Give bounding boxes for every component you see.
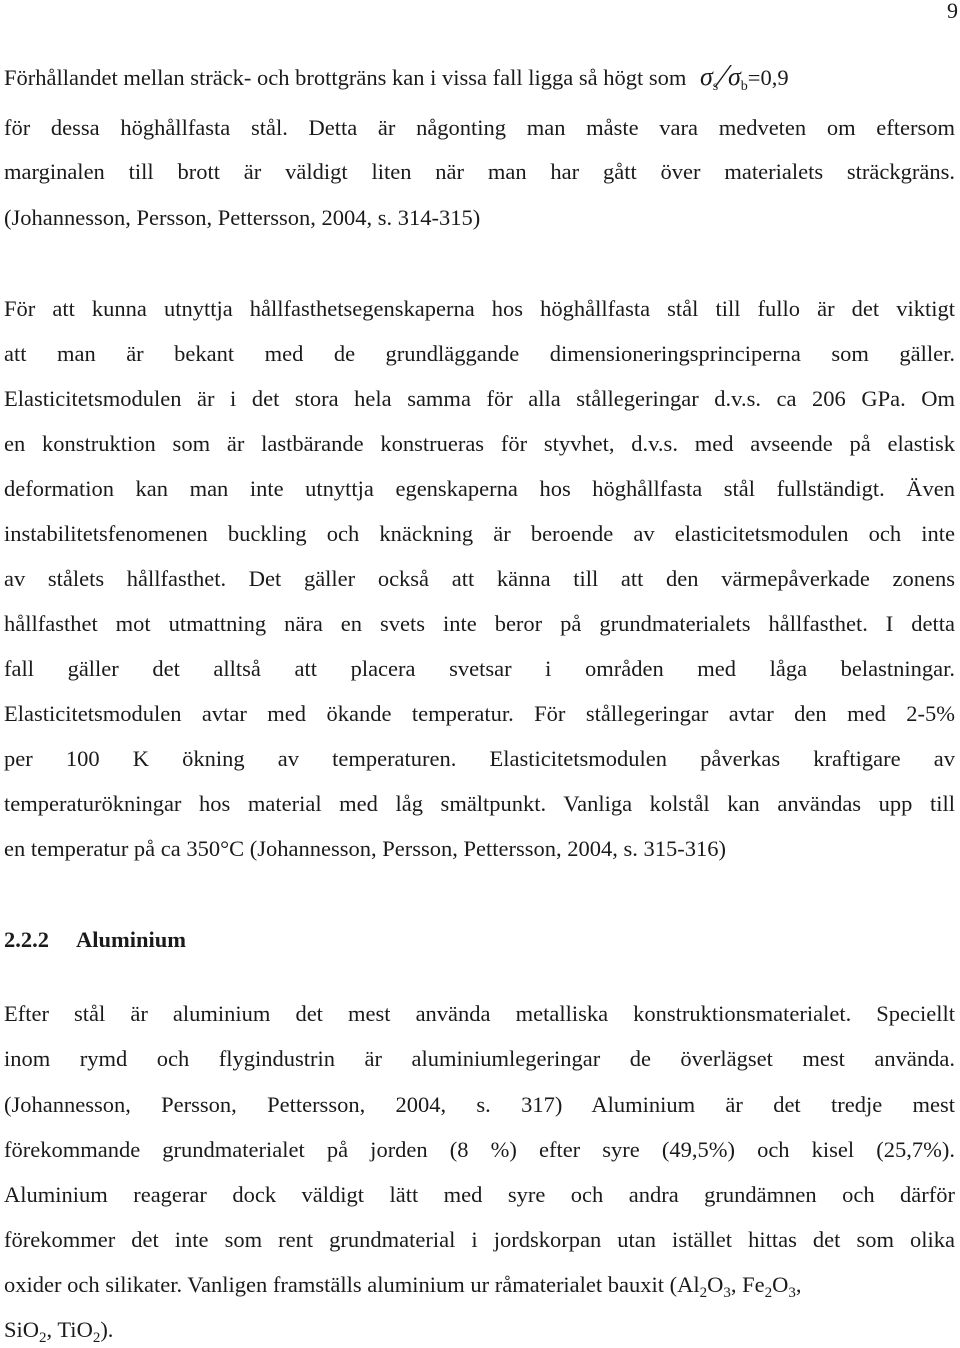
al-subscript: 2 [699,1285,708,1301]
paragraph-3-line-2: inom rymd och flygindustrin är aluminiumlegeringar de överlägset mest använda. [4,1046,955,1071]
paragraph-2-line-5: deformation kan man inte utnyttja egenskaperna hos höghållfasta stål fullständigt. Även [4,476,955,501]
sigma-b: σ [727,62,741,91]
sigma-s: σ [699,62,713,91]
paragraph-2-line-6: instabilitetsfenomenen buckling och knäckning är beroende av elasticitetsmodulen och inte [4,521,955,546]
paragraph-2-line-12: temperaturökningar hos material med låg smältpunkt. Vanliga kolstål kan användas upp till [4,791,955,816]
paragraph-1-line-3: marginalen till brott är väldigt liten när man har gått över materialets sträckgräns. [4,159,955,184]
silicon-dioxide-subscript: 2 [39,1330,47,1346]
section-heading [4,925,186,955]
sigma-s-subscript: s [712,79,719,94]
paragraph-2-line-9: fall gäller det alltså att placera svetsar i områden med låga belastningar. [4,656,955,681]
paragraph-2-line-3: Elasticitetsmodulen är i det stora hela samma för alla stållegeringar d.v.s. ca 206 GPa. Om [4,386,955,411]
paragraph-2-line-13: en temperatur på ca 350°C (Johannesson, Persson, Pettersson, 2004, s. 315-316) [4,836,726,861]
silicon-dioxide: SiO [4,1317,40,1342]
paragraph-2-line-1: För att kunna utnyttja hållfasthetsegenskaperna hos höghållfasta stål till fullo är det viktigt [4,296,955,321]
paragraph-3-line-7-text: oxider och silikater. Vanligen framställs aluminium ur råmaterialet bauxit (Al [4,1272,700,1297]
ratio-value: =0,9 [747,65,789,90]
page-number: 9 [947,0,958,23]
paragraph-1-line-1 [4,60,955,97]
paragraph-1-line-1-text: Förhållandet mellan sträck- och brottgräns kan i vissa fall ligga så högt som [4,65,687,90]
paragraph-3-line-8 [4,1315,955,1348]
paragraph-3-line-6: förekommer det inte som rent grundmaterial i jordskorpan utan istället hittas det som olika [4,1227,955,1252]
iron-symbol: , Fe [730,1272,765,1297]
paragraph-1-line-4: (Johannesson, Persson, Pettersson, 2004, s. 314-315) [4,205,481,230]
paragraph-3-line-7 [4,1270,955,1303]
section-title: Aluminium [76,927,187,952]
paragraph-3-line-5: Aluminium reagerar dock väldigt lätt med syre och andra grundämnen och därför [4,1182,955,1207]
paragraph-2-line-11: per 100 K ökning av temperaturen. Elasticitetsmodulen påverkas kraftigare av [4,746,955,771]
fraction-slash: ⁄ [720,58,726,95]
closing-paren: ). [100,1317,114,1342]
paragraph-3-line-1: Efter stål är aluminium det mest använda metalliska konstruktionsmaterialet. Speciellt [4,1001,955,1026]
oxygen-subscript: 3 [723,1285,731,1301]
paragraph-2-line-10: Elasticitetsmodulen avtar med ökande temperatur. För stållegeringar avtar den med 2-5% [4,701,955,726]
paragraph-2-line-2: att man är bekant med de grundläggande dimensioneringsprinciperna som gäller. [4,341,955,366]
paragraph-3-line-4: förekommande grundmaterialet på jorden (8 %) efter syre (49,5%) och kisel (25,7%). [4,1137,955,1162]
paragraph-3-line-3: (Johannesson, Persson, Pettersson, 2004, s. 317) Aluminium är det tredje mest [4,1092,955,1117]
titanium-dioxide: , TiO [46,1317,93,1342]
section-number: 2.2.2 [4,927,49,952]
stress-ratio-formula [699,58,789,95]
paragraph-2-line-7: av stålets hållfasthet. Det gäller också att känna till att den värmepåverkade zonens [4,566,955,591]
iron-subscript: 2 [764,1285,773,1301]
separator: , [795,1272,802,1297]
paragraph-2-line-8: hållfasthet mot utmattning nära en svets inte beror på grundmaterialets hållfasthet. I detta [4,611,955,636]
sigma-b-subscript: b [740,79,748,94]
oxygen-subscript-2: 3 [788,1285,796,1301]
oxygen-symbol: O [707,1272,724,1297]
paragraph-2-line-4: en konstruktion som är lastbärande konstrueras för styvhet, d.v.s. med avseende på elastisk [4,431,955,456]
titanium-dioxide-subscript: 2 [92,1330,101,1346]
paragraph-1-line-2: för dessa höghållfasta stål. Detta är någonting man måste vara medveten om eftersom [4,115,955,140]
oxygen-symbol-2: O [772,1272,789,1297]
